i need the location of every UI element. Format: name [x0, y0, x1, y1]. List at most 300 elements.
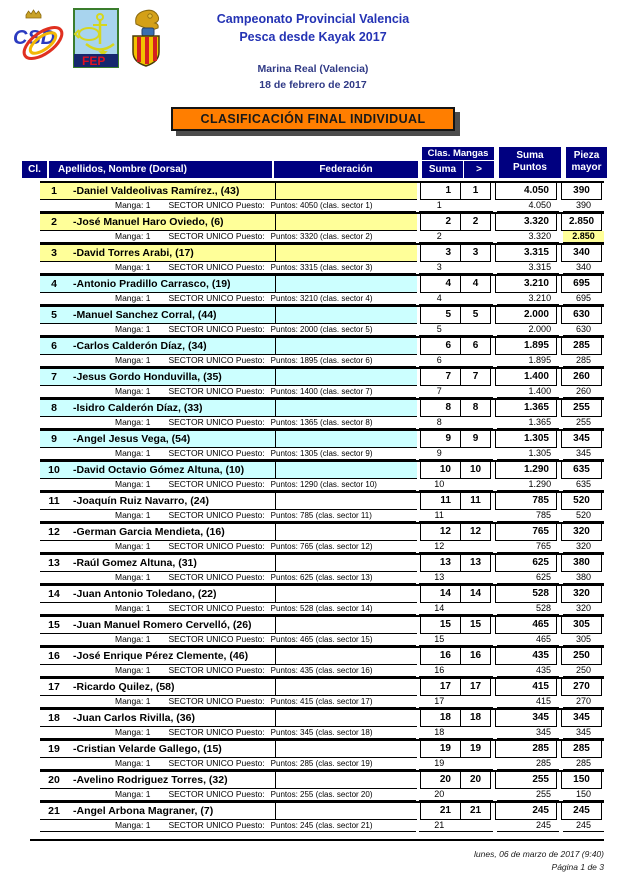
sector-label: SECTOR UNICO Puesto:: [168, 386, 265, 397]
sub-suma-cell: 7: [419, 386, 493, 398]
table-bottom-rule: [30, 839, 604, 841]
valencia-coat-of-arms: [126, 8, 164, 68]
sub-suma-puntos-cell: 255: [497, 789, 559, 801]
pieza-mayor-cell: 305: [561, 617, 602, 634]
sub-suma-puntos-cell: 465: [497, 634, 559, 646]
sub-pieza-mayor-cell: 320: [563, 603, 604, 615]
manga-detail-left: [40, 200, 416, 212]
rank-cell: 1: [51, 184, 57, 197]
rank-cell: 16: [48, 649, 60, 662]
puntos-label: Puntos: 625 (clas. sector 13): [270, 572, 373, 582]
manga-detail-left: [40, 479, 416, 491]
mejor-manga-cell: 5: [461, 307, 491, 324]
suma-puntos-cell: 1.895: [495, 338, 557, 355]
suma-puntos-line1: Suma: [516, 149, 544, 161]
manga-label: Manga: 1: [115, 727, 151, 738]
mejor-manga-cell: 7: [461, 369, 491, 386]
sub-pieza-mayor-cell: 635: [563, 479, 604, 491]
manga-detail-left: [40, 417, 416, 429]
competitor-row: [40, 584, 604, 603]
manga-detail-row: [40, 758, 604, 770]
pieza-mayor-cell: 345: [561, 431, 602, 448]
mejor-manga-cell: 15: [461, 617, 491, 634]
suma-puntos-cell: 465: [495, 617, 557, 634]
competitor-block: [40, 367, 604, 398]
puntos-label: Puntos: 285 (clas. sector 19): [270, 758, 373, 768]
manga-detail-left: [40, 262, 416, 274]
sub-suma-puntos-cell: 528: [497, 603, 559, 615]
manga-detail-left: [40, 510, 416, 522]
col-header-federation: Federación: [274, 161, 418, 178]
sub-suma-cell: 3: [419, 262, 493, 274]
manga-label: Manga: 1: [115, 758, 151, 769]
competitor-row: [40, 305, 604, 324]
competitor-row: [40, 615, 604, 634]
pieza-mayor-cell: 380: [561, 555, 602, 572]
mejor-manga-cell: 6: [461, 338, 491, 355]
sector-label: SECTOR UNICO Puesto:: [168, 262, 265, 273]
suma-cell: 13: [420, 555, 461, 572]
suma-cell: 8: [420, 400, 461, 417]
sub-pieza-mayor-cell: 345: [563, 727, 604, 739]
sub-suma-puntos-cell: 415: [497, 696, 559, 708]
sub-pieza-mayor-cell: 2.850: [563, 231, 604, 243]
manga-detail-row: [40, 789, 604, 801]
svg-text:FEP: FEP: [82, 54, 106, 68]
competitor-row: [40, 212, 604, 231]
competitor-row: [40, 708, 604, 727]
col-header-mejor: >: [464, 161, 494, 178]
pieza-mayor-cell: 695: [561, 276, 602, 293]
manga-detail-left: [40, 541, 416, 553]
sub-pieza-mayor-cell: 320: [563, 541, 604, 553]
competitor-block: [40, 522, 604, 553]
manga-detail-row: [40, 820, 604, 832]
rank-cell: 6: [51, 339, 57, 352]
competitor-row: [40, 553, 604, 572]
puntos-label: Puntos: 465 (clas. sector 15): [270, 634, 373, 644]
suma-puntos-cell: 245: [495, 803, 557, 820]
sub-suma-cell: 11: [419, 510, 493, 522]
fep-logo: [73, 8, 119, 68]
suma-cell: 20: [420, 772, 461, 789]
manga-detail-row: [40, 572, 604, 584]
puntos-label: Puntos: 245 (clas. sector 21): [270, 820, 373, 830]
suma-cell: 6: [420, 338, 461, 355]
manga-label: Manga: 1: [115, 665, 151, 676]
sub-suma-puntos-cell: 785: [497, 510, 559, 522]
manga-detail-left: [40, 231, 416, 243]
competitor-band: [40, 400, 417, 417]
manga-detail-row: [40, 603, 604, 615]
mejor-manga-cell: 16: [461, 648, 491, 665]
sub-suma-cell: 14: [419, 603, 493, 615]
mejor-manga-cell: 18: [461, 710, 491, 727]
competitor-name: -Antonio Pradillo Carrasco, (19): [73, 277, 231, 290]
mejor-manga-cell: 20: [461, 772, 491, 789]
rank-cell: 7: [51, 370, 57, 383]
suma-cell: 15: [420, 617, 461, 634]
federation-cell: [275, 741, 417, 757]
manga-detail-row: [40, 696, 604, 708]
pieza-mayor-cell: 520: [561, 493, 602, 510]
sector-label: SECTOR UNICO Puesto:: [168, 541, 265, 552]
competitor-name: -José Enrique Pérez Clemente, (46): [73, 649, 249, 662]
competitor-block: [40, 584, 604, 615]
suma-puntos-cell: 528: [495, 586, 557, 603]
competitor-name: -Juan Antonio Toledano, (22): [73, 587, 217, 600]
manga-detail-row: [40, 634, 604, 646]
competitor-block: [40, 336, 604, 367]
competitor-band: [40, 803, 417, 820]
competitor-block: [40, 181, 604, 212]
suma-cell: 11: [420, 493, 461, 510]
sub-pieza-mayor-cell: 250: [563, 665, 604, 677]
sub-suma-cell: 12: [419, 541, 493, 553]
manga-label: Manga: 1: [115, 479, 151, 490]
sub-suma-cell: 13: [419, 572, 493, 584]
sector-label: SECTOR UNICO Puesto:: [168, 634, 265, 645]
competitor-band: [40, 307, 417, 324]
manga-label: Manga: 1: [115, 200, 151, 211]
sub-suma-cell: 1: [419, 200, 493, 212]
sub-suma-cell: 17: [419, 696, 493, 708]
sub-suma-puntos-cell: 345: [497, 727, 559, 739]
puntos-label: Puntos: 785 (clas. sector 11): [270, 510, 372, 520]
pieza-mayor-cell: 390: [561, 183, 602, 200]
rank-cell: 14: [48, 587, 60, 600]
manga-label: Manga: 1: [115, 789, 151, 800]
sub-suma-puntos-cell: 285: [497, 758, 559, 770]
col-header-suma: Suma: [422, 161, 463, 178]
mejor-manga-cell: 9: [461, 431, 491, 448]
svg-text:CSD: CSD: [13, 27, 56, 49]
competitor-block: [40, 274, 604, 305]
sub-suma-puntos-cell: 1.290: [497, 479, 559, 491]
banner-wrap: [0, 107, 626, 131]
competitor-name: -German Garcia Mendieta, (16): [73, 525, 225, 538]
rank-cell: 9: [51, 432, 57, 445]
pieza-mayor-cell: 260: [561, 369, 602, 386]
competitor-band: [40, 369, 417, 386]
sector-label: SECTOR UNICO Puesto:: [168, 727, 265, 738]
competitor-band: [40, 586, 417, 603]
manga-label: Manga: 1: [115, 634, 151, 645]
mejor-manga-cell: 17: [461, 679, 491, 696]
sub-pieza-mayor-cell: 245: [563, 820, 604, 832]
col-header-cl: Cl.: [22, 161, 47, 178]
federation-cell: [275, 400, 417, 416]
manga-detail-left: [40, 758, 416, 770]
competitor-block: [40, 708, 604, 739]
manga-label: Manga: 1: [115, 417, 151, 428]
competitor-band: [40, 245, 417, 262]
puntos-label: Puntos: 1400 (clas. sector 7): [270, 386, 373, 396]
page-number: Página 1 de 3: [551, 861, 604, 872]
sub-suma-cell: 15: [419, 634, 493, 646]
sub-suma-puntos-cell: 2.000: [497, 324, 559, 336]
competitor-block: [40, 398, 604, 429]
sub-suma-cell: 6: [419, 355, 493, 367]
competitor-band: [40, 276, 417, 293]
sector-label: SECTOR UNICO Puesto:: [168, 696, 265, 707]
suma-cell: 21: [420, 803, 461, 820]
competitor-block: [40, 460, 604, 491]
csd-logo: [12, 8, 66, 66]
sector-label: SECTOR UNICO Puesto:: [168, 448, 265, 459]
manga-detail-left: [40, 386, 416, 398]
puntos-label: Puntos: 1895 (clas. sector 6): [270, 355, 373, 365]
suma-cell: 14: [420, 586, 461, 603]
generated-timestamp: lunes, 06 de marzo de 2017 (9:40): [474, 848, 604, 859]
suma-puntos-cell: 3.320: [495, 214, 557, 231]
federation-cell: [275, 431, 417, 447]
competitor-band: [40, 338, 417, 355]
suma-cell: 3: [420, 245, 461, 262]
manga-label: Manga: 1: [115, 293, 151, 304]
mejor-manga-cell: 3: [461, 245, 491, 262]
sub-suma-puntos-cell: 435: [497, 665, 559, 677]
sub-suma-puntos-cell: 765: [497, 541, 559, 553]
sub-suma-cell: 4: [419, 293, 493, 305]
sector-label: SECTOR UNICO Puesto:: [168, 665, 265, 676]
sub-pieza-mayor-cell: 630: [563, 324, 604, 336]
suma-puntos-cell: 1.290: [495, 462, 557, 479]
suma-puntos-cell: 765: [495, 524, 557, 541]
puntos-label: Puntos: 345 (clas. sector 18): [270, 727, 373, 737]
manga-label: Manga: 1: [115, 262, 151, 273]
pieza-mayor-cell: 320: [561, 524, 602, 541]
federation-cell: [275, 524, 417, 540]
suma-puntos-cell: 255: [495, 772, 557, 789]
mejor-manga-cell: 19: [461, 741, 491, 758]
pieza-mayor-cell: 345: [561, 710, 602, 727]
federation-cell: [275, 803, 417, 819]
suma-cell: 4: [420, 276, 461, 293]
federation-cell: [275, 679, 417, 695]
competitor-row: [40, 429, 604, 448]
sub-suma-cell: 20: [419, 789, 493, 801]
mejor-manga-cell: 13: [461, 555, 491, 572]
suma-cell: 9: [420, 431, 461, 448]
mejor-manga-cell: 1: [461, 183, 491, 200]
manga-label: Manga: 1: [115, 448, 151, 459]
results-table-body: [40, 181, 604, 832]
manga-detail-left: [40, 696, 416, 708]
sector-label: SECTOR UNICO Puesto:: [168, 479, 265, 490]
puntos-label: Puntos: 1365 (clas. sector 8): [270, 417, 373, 427]
rank-cell: 20: [48, 773, 60, 786]
manga-detail-left: [40, 293, 416, 305]
logo-strip: [12, 8, 164, 68]
competitor-name: -David Torres Arabi, (17): [73, 246, 194, 259]
competitor-row: [40, 801, 604, 820]
suma-cell: 10: [420, 462, 461, 479]
rank-cell: 5: [51, 308, 57, 321]
title-line2: Pesca desde Kayak 2017: [239, 29, 387, 44]
suma-cell: 7: [420, 369, 461, 386]
col-header-clas-mangas-group: [422, 147, 494, 178]
competitor-row: [40, 367, 604, 386]
competitor-name: -Cristian Velarde Gallego, (15): [73, 742, 222, 755]
competitor-block: [40, 429, 604, 460]
manga-label: Manga: 1: [115, 541, 151, 552]
manga-label: Manga: 1: [115, 696, 151, 707]
competitor-name: -Angel Arbona Magraner, (7): [73, 804, 214, 817]
rank-cell: 21: [48, 804, 60, 817]
col-header-clas-mangas: Clas. Mangas: [422, 147, 494, 160]
manga-detail-left: [40, 634, 416, 646]
event-date: 18 de febrero de 2017: [259, 79, 367, 92]
competitor-row: [40, 243, 604, 262]
federation-cell: [275, 338, 417, 354]
sector-label: SECTOR UNICO Puesto:: [168, 572, 265, 583]
manga-detail-row: [40, 727, 604, 739]
sub-suma-cell: 8: [419, 417, 493, 429]
suma-cell: 1: [420, 183, 461, 200]
sub-suma-cell: 2: [419, 231, 493, 243]
competitor-block: [40, 615, 604, 646]
sub-suma-cell: 10: [419, 479, 493, 491]
manga-detail-row: [40, 510, 604, 522]
federation-cell: [275, 617, 417, 633]
competitor-name: -Angel Jesus Vega, (54): [73, 432, 191, 445]
sub-suma-cell: 16: [419, 665, 493, 677]
sub-suma-puntos-cell: 1.305: [497, 448, 559, 460]
rank-cell: 18: [48, 711, 60, 724]
sub-suma-puntos-cell: 1.400: [497, 386, 559, 398]
competitor-name: -José Manuel Haro Oviedo, (6): [73, 215, 224, 228]
federation-cell: [275, 493, 417, 509]
competitor-name: -Joaquín Ruiz Navarro, (24): [73, 494, 209, 507]
manga-detail-row: [40, 417, 604, 429]
suma-puntos-cell: 3.210: [495, 276, 557, 293]
puntos-label: Puntos: 435 (clas. sector 16): [270, 665, 373, 675]
rank-cell: 17: [48, 680, 60, 693]
competitor-row: [40, 491, 604, 510]
puntos-label: Puntos: 1305 (clas. sector 9): [270, 448, 373, 458]
col-header-name: Apellidos, Nombre (Dorsal): [49, 161, 272, 178]
suma-cell: 19: [420, 741, 461, 758]
suma-puntos-cell: 285: [495, 741, 557, 758]
suma-puntos-cell: 2.000: [495, 307, 557, 324]
manga-detail-left: [40, 727, 416, 739]
pieza-mayor-line1: Pieza: [573, 149, 600, 161]
sector-label: SECTOR UNICO Puesto:: [168, 324, 265, 335]
rank-cell: 12: [48, 525, 60, 538]
competitor-band: [40, 462, 417, 479]
sub-suma-cell: 18: [419, 727, 493, 739]
competitor-name: -Daniel Valdeolivas Ramírez., (43): [73, 184, 240, 197]
manga-label: Manga: 1: [115, 572, 151, 583]
suma-puntos-cell: 1.365: [495, 400, 557, 417]
sub-suma-puntos-cell: 245: [497, 820, 559, 832]
suma-cell: 12: [420, 524, 461, 541]
competitor-band: [40, 183, 417, 200]
competitor-band: [40, 679, 417, 696]
puntos-label: Puntos: 415 (clas. sector 17): [270, 696, 373, 706]
federation-cell: [275, 586, 417, 602]
sub-pieza-mayor-cell: 305: [563, 634, 604, 646]
sub-pieza-mayor-cell: 270: [563, 696, 604, 708]
federation-cell: [275, 245, 417, 261]
sector-label: SECTOR UNICO Puesto:: [168, 758, 265, 769]
competitor-name: -Ricardo Quilez, (58): [73, 680, 175, 693]
manga-label: Manga: 1: [115, 510, 151, 521]
competitor-row: [40, 770, 604, 789]
federation-cell: [275, 276, 417, 292]
competitor-band: [40, 617, 417, 634]
manga-detail-left: [40, 665, 416, 677]
puntos-label: Puntos: 3315 (clas. sector 3): [270, 262, 373, 272]
mejor-manga-cell: 11: [461, 493, 491, 510]
sub-suma-cell: 5: [419, 324, 493, 336]
competitor-name: -Juan Carlos Rivilla, (36): [73, 711, 195, 724]
federation-cell: [275, 214, 417, 230]
sub-suma-puntos-cell: 1.365: [497, 417, 559, 429]
competitor-name: -Juan Manuel Romero Cervelló, (26): [73, 618, 252, 631]
suma-puntos-cell: 785: [495, 493, 557, 510]
manga-detail-row: [40, 665, 604, 677]
federation-cell: [275, 462, 417, 478]
competitor-block: [40, 491, 604, 522]
sector-label: SECTOR UNICO Puesto:: [168, 231, 265, 242]
venue-name: Marina Real (Valencia): [257, 63, 369, 75]
sub-pieza-mayor-cell: 255: [563, 417, 604, 429]
manga-label: Manga: 1: [115, 231, 151, 242]
sub-pieza-mayor-cell: 380: [563, 572, 604, 584]
suma-puntos-cell: 1.305: [495, 431, 557, 448]
manga-detail-row: [40, 200, 604, 212]
manga-detail-row: [40, 541, 604, 553]
table-header: [22, 147, 626, 178]
competitor-block: [40, 739, 604, 770]
competitor-block: [40, 243, 604, 274]
sub-pieza-mayor-cell: 260: [563, 386, 604, 398]
puntos-label: Puntos: 255 (clas. sector 20): [270, 789, 373, 799]
competitor-row: [40, 677, 604, 696]
rank-cell: 11: [48, 494, 60, 507]
page-footer: [0, 848, 626, 874]
puntos-label: Puntos: 765 (clas. sector 12): [270, 541, 373, 551]
sub-suma-puntos-cell: 3.320: [497, 231, 559, 243]
manga-detail-row: [40, 448, 604, 460]
pieza-mayor-cell: 255: [561, 400, 602, 417]
mejor-manga-cell: 2: [461, 214, 491, 231]
competitor-name: -Jesus Gordo Honduvilla, (35): [73, 370, 222, 383]
pieza-mayor-cell: 150: [561, 772, 602, 789]
manga-label: Manga: 1: [115, 386, 151, 397]
sub-suma-puntos-cell: 1.895: [497, 355, 559, 367]
competitor-name: -Manuel Sanchez Corral, (44): [73, 308, 217, 321]
mejor-manga-cell: 8: [461, 400, 491, 417]
suma-puntos-line2: Puntos: [513, 162, 547, 174]
manga-detail-row: [40, 479, 604, 491]
puntos-label: Puntos: 1290 (clas. sector 10): [270, 479, 377, 489]
manga-detail-row: [40, 262, 604, 274]
competitor-block: [40, 677, 604, 708]
competitor-row: [40, 646, 604, 665]
competitor-band: [40, 524, 417, 541]
col-header-pieza-mayor: [566, 147, 607, 178]
federation-cell: [275, 369, 417, 385]
suma-puntos-cell: 4.050: [495, 183, 557, 200]
rank-cell: 2: [51, 215, 57, 228]
sub-pieza-mayor-cell: 390: [563, 200, 604, 212]
sub-pieza-mayor-cell: 695: [563, 293, 604, 305]
competitor-block: [40, 770, 604, 801]
sector-label: SECTOR UNICO Puesto:: [168, 355, 265, 366]
